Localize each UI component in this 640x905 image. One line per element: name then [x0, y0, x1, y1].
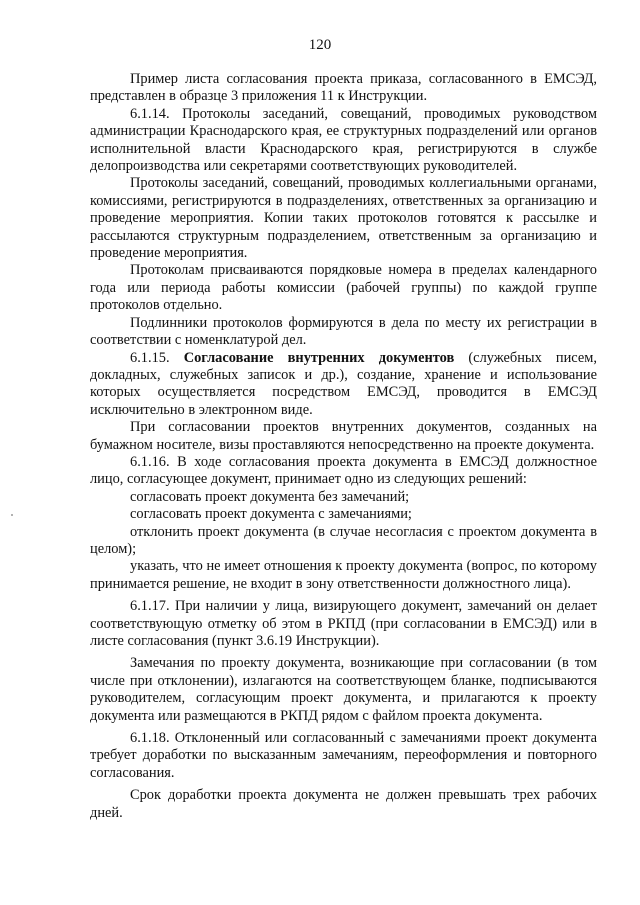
- paragraph-revision-term: Срок доработки проекта документа не должен превышать трех рабочих дней.: [90, 787, 597, 821]
- paragraph-sample-approval-sheet: Пример листа согласования проекта приказа, согласованного в ЕМСЭД, представлен в образце 3 приложения 11 к Инструкции.: [90, 71, 597, 105]
- paragraph-remarks: Замечания по проекту документа, возникающие при согласовании (в том числе при отклонении), излагаются на соответствующем бланке, подписываются руководителем, согласующим проект документа, и прилагаются к проекту документа или размещаются в РКПД рядом с файлом проекта документа.: [90, 655, 597, 724]
- paragraph-protocol-numbers: Протоколам присваиваются порядковые номера в пределах календарного года или периода работы комиссии (рабочей группы) по каждой группе протоколов отдельно.: [90, 262, 597, 314]
- section-text: (служебных писем, докладных, служебных записок и др.), создание, хранение и использование которых осуществляется посредством ЕМСЭД, проводится в ЕМСЭД исключительно в электронном виде.: [90, 349, 597, 418]
- list-item-approve-with-remarks: согласовать проект документа с замечаниями;: [130, 506, 412, 523]
- document-body: [90, 71, 597, 822]
- list-item-not-relevant: указать, что не имеет отношения к проекту документа (вопрос, по которому принимается решение, не входит в зону ответственности должностного лица).: [90, 558, 597, 592]
- section-heading: Согласование внутренних документов: [183, 349, 455, 366]
- list-item-reject: отклонить проект документа (в случае несогласия с проектом документа в целом);: [90, 523, 597, 557]
- scan-speck: [11, 514, 13, 516]
- page-number: 120: [308, 37, 332, 53]
- paragraph-collegial-protocols: Протоколы заседаний, совещаний, проводимых коллегиальными органами, комиссиями, регистрируются в подразделениях, ответственных за организацию и проведение мероприятия. Копии таких протоколов готовятся к рассылке и рассылаются структурным подразделением, ответственным за организацию и проведение мероприятия.: [90, 175, 597, 262]
- paragraph-paper-visas: При согласовании проектов внутренних документов, созданных на бумажном носителе, визы проставляются непосредственно на проекте документа.: [90, 419, 597, 453]
- paragraph-6-1-14: 6.1.14. Протоколы заседаний, совещаний, проводимых руководством администрации Краснодарского края, ее структурных подразделений или органов исполнительной власти Краснодарского края, регистрируются в службе делопроизводства или секретарями соответствующих руководителей.: [90, 105, 597, 175]
- paragraph-6-1-16: 6.1.16. В ходе согласования проекта документа в ЕМСЭД должностное лицо, согласующее документ, принимает одно из следующих решений:: [90, 453, 597, 488]
- paragraph-6-1-15: [90, 350, 597, 420]
- list-item-approve-no-remarks: согласовать проект документа без замечаний;: [130, 488, 410, 505]
- section-number: 6.1.15.: [130, 349, 170, 366]
- paragraph-protocol-originals: Подлинники протоколов формируются в дела по месту их регистрации в соответствии с номенклатурой дел.: [90, 314, 597, 349]
- paragraph-6-1-17: 6.1.17. При наличии у лица, визирующего документ, замечаний он делает соответствующую отметку об этом в РКПД (при согласовании в ЕМСЭД) или в листе согласования (пункт 3.6.19 Инструкции).: [90, 598, 597, 649]
- paragraph-6-1-18: 6.1.18. Отклоненный или согласованный с замечаниями проект документа требует доработки по высказанным замечаниям, переоформления и повторного согласования.: [90, 730, 597, 781]
